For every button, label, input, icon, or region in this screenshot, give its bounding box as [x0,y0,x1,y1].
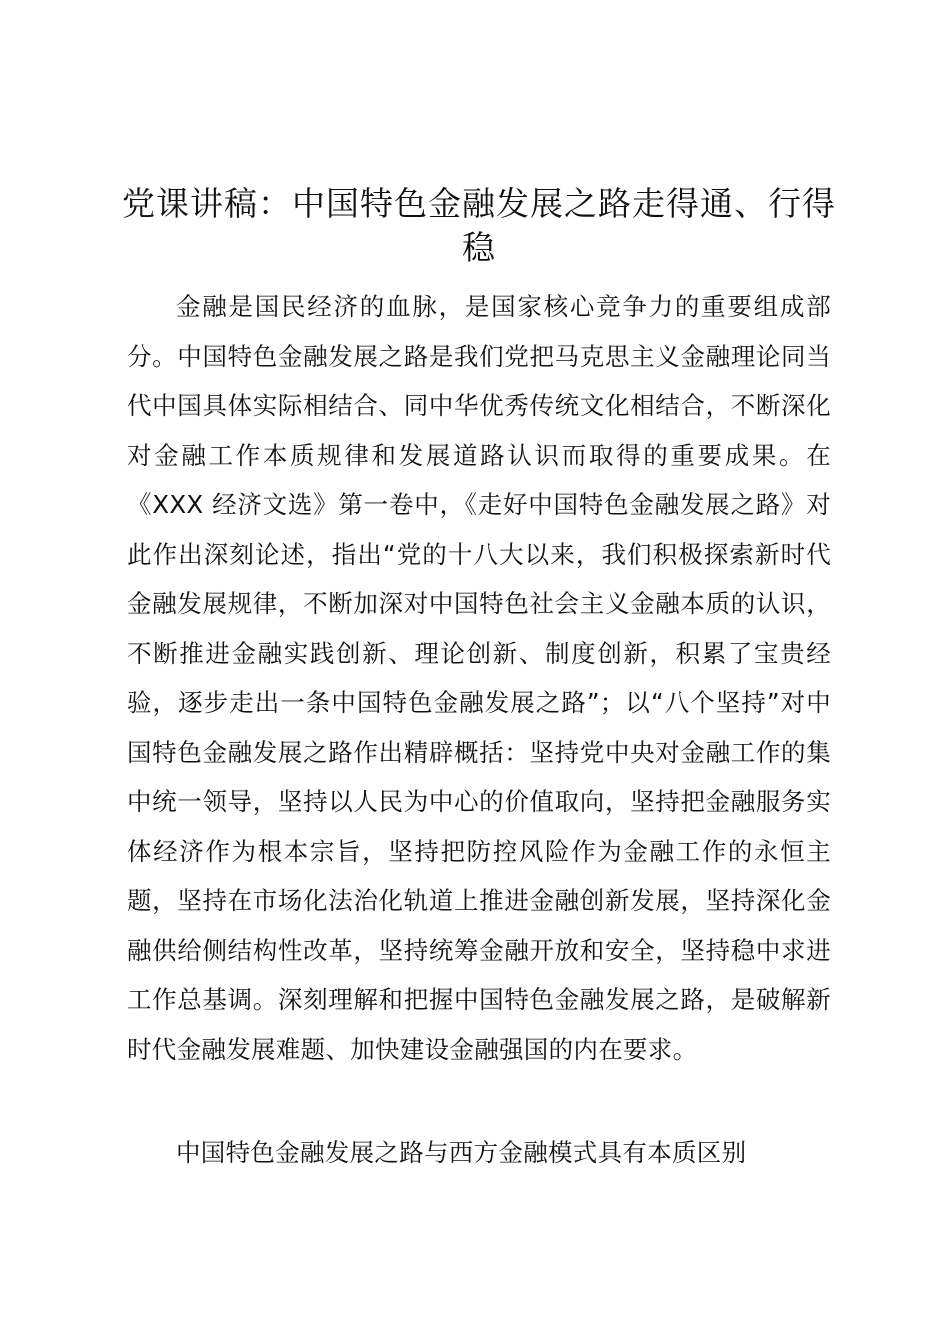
document-title: 党课讲稿：中国特色金融发展之路走得通、行得稳 [122,184,836,267]
section-heading-paragraph: 中国特色金融发展之路与西方金融模式具有本质区别 [176,1138,747,1167]
body-paragraph: 金融是国民经济的血脉，是国家核心竞争力的重要组成部分。中国特色金融发展之路是我们党把马克思主义金融理论同当代中国具体实际相结合、同中华优秀传统文化相结合，不断深化对金融工作本质规律和发展道路认识而取得的重要成果。在《XXX 经济文选》第一卷中，《走好中国特色金融发展之路》对此作出深刻论述，指出“党的十八大以来，我们积极探索新时代金融发展规律，不断加深对中国特色社会主义金融本质的认识，不断推进金融实践创新、理论创新、制度创新，积累了宝贵经验，逐步走出一条中国特色金融发展之路”；以“八个坚持”对中国特色金融发展之路作出精辟概括：坚持党中央对金融工作的集中统一领导，坚持以人民为中心的价值取向，坚持把金融服务实体经济作为根本宗旨，坚持把防控风险作为金融工作的永恒主题，坚持在市场化法治化轨道上推进金融创新发展，坚持深化金融供给侧结构性改革，坚持统筹金融开放和安全，坚持稳中求进工作总基调。深刻理解和把握中国特色金融发展之路，是破解新时代金融发展难题、加快建设金融强国的内在要求。 [127,292,831,1064]
